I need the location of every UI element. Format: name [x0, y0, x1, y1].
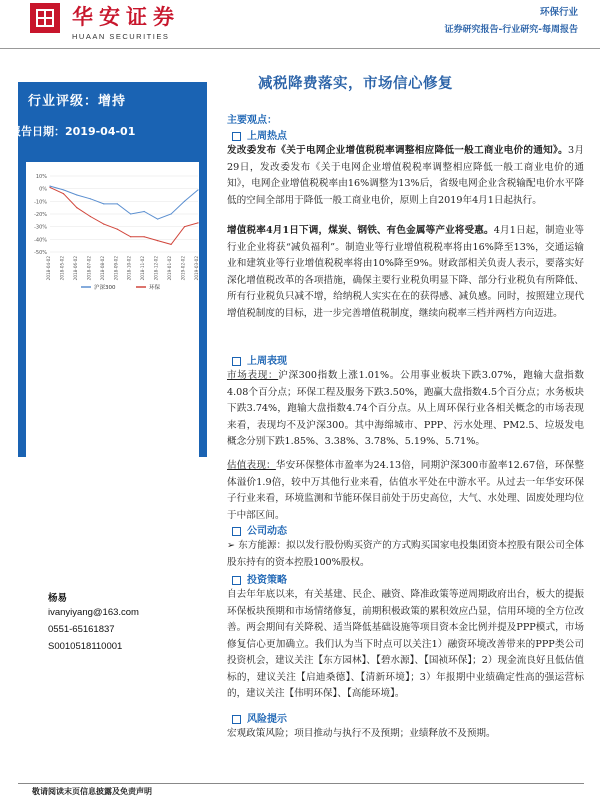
series-line-环保 [50, 187, 198, 244]
chart-lines [49, 186, 198, 245]
x-tick-label: 2019-01-02 [167, 256, 173, 281]
report-title: 减税降费落实，市场信心修复 [258, 76, 453, 92]
key-points-heading: 主要观点： [227, 115, 277, 126]
section-heading-risk: 风险提示 [232, 710, 287, 725]
x-tick-label: 2018-09-02 [113, 256, 119, 281]
x-tick-label: 2018-11-02 [140, 256, 146, 281]
data-point [76, 194, 77, 195]
performance-chart [26, 160, 204, 295]
paragraph-strategy: 自去年年底以来，有关基建、民企、融资、降准政策等逆周期政府出台，板大的提振环保板块预期和市场情绪修复，前期积极政策的累积效应凸显，信用环境的全方位改善。两会期间有关降税、适当降低基础设施等项目资本金比例并提及PPP模式，市场修复信心更加确立。我们认为当下时点可以关注1）融资环境改善带来的PPP类公司投资机会，建议关注【东方园林】、【碧水源】、【国祯环保】；2）现金流良好且低估值标的，建议关注【启迪桑德】、【清新环境】；3）年报期中业绩确定性高的强运营标的，建议关注【伟明环保】、【高能环境】。 [227, 589, 584, 699]
data-point [157, 218, 158, 219]
y-tick-label: -30% [34, 224, 47, 231]
section-heading-strategy: 投资策略 [232, 571, 287, 586]
data-point [184, 201, 185, 202]
x-tick-label: 2018-05-02 [59, 256, 65, 281]
x-tick-label: 2019-02-02 [180, 256, 186, 281]
data-point [197, 222, 198, 223]
paragraph-2: 增值税率4月1日下调，煤炭、钢铁、有色金属等产业将受惠。4月1日起，制造业等行业企业将获“减负福利”。制造业等行业增值税税率将由16%降至13%，交通运输业和建筑业等行业增值税税率将由10%降至9%。财政部相关负责人表示，要落实好深化增值税改革的各项措施，确保主要行业税负明显下降、部分行业税负有所降低、所有行业税负只减不增，给纳税人实实在在的获得感、减负感。同时，按照建立现代增值税制度的目标，进一步完善增值税制度，继续向税率三档并两档方向迈进。 [227, 225, 584, 319]
report-date: 报告日期：2019-04-01 [10, 125, 136, 138]
x-tick-label: 2018-12-02 [153, 256, 159, 281]
y-tick-label: 10% [35, 174, 47, 180]
paragraph-risk: 宏观政策风险；项目推动与执行不及预期；业绩释放不及预期。 [227, 728, 496, 739]
data-point [157, 240, 158, 241]
chart-legend [81, 283, 161, 291]
x-tick-label: 2018-07-02 [86, 256, 92, 281]
analyst-phone: 0551-65161837 [48, 624, 115, 635]
y-tick-label: -10% [34, 199, 47, 206]
y-tick-label: -40% [34, 237, 47, 244]
x-axis [46, 256, 199, 281]
analyst-cert: S0010518110001 [48, 641, 123, 652]
y-axis [34, 174, 198, 256]
data-point [103, 203, 104, 204]
header-sector: 环保行业 [539, 7, 578, 18]
brand-logo [30, 3, 60, 33]
data-point [197, 189, 198, 190]
brand-name-en: HUAAN SECURITIES [72, 32, 170, 41]
footer-divider [18, 783, 584, 784]
data-point [63, 193, 64, 194]
x-tick-label: 2018-08-02 [99, 256, 105, 281]
industry-rating: 行业评级：增持 [28, 94, 127, 109]
data-point [117, 203, 118, 204]
x-tick-label: 2019-03-02 [194, 256, 199, 281]
data-point [184, 226, 185, 227]
paragraph-company: ➢ 东方能源：拟以发行股份购买资产的方式购买国家电投集团资本控股有限公司全体股东持有的资本控股100%股权。 [227, 540, 584, 568]
legend-label: 环保 [149, 285, 161, 291]
data-point [144, 211, 145, 212]
footer-disclaimer[interactable]: 敬请阅读末页信息披露及免责声明 [32, 787, 152, 796]
data-point [49, 187, 50, 188]
data-point [144, 236, 145, 237]
y-tick-label: -20% [34, 212, 47, 218]
data-point [49, 186, 50, 187]
x-tick-label: 2018-06-02 [72, 256, 78, 281]
analyst-email[interactable]: ivanyiyang@163.com [48, 607, 139, 618]
data-point [103, 224, 104, 225]
data-point [117, 229, 118, 230]
x-tick-label: 2018-04-02 [46, 256, 51, 281]
data-point [170, 244, 171, 245]
paragraph-1: 发改委发布《关于电网企业增值税税率调整相应降低一般工商业电价的通知》。3月29日，发改委发布《关于电网企业增值税税率调整相应降低一般工商业电价的通知》，电网企业增值税税率由16%调整为13%后，省级电网企业含税输配电价水平降低的空间全部用于降低一般工商业电价，原则上自2019年4月1日起执行。 [227, 145, 584, 206]
data-point [90, 198, 91, 199]
header-divider [0, 48, 600, 49]
data-point [63, 189, 64, 190]
data-point [130, 236, 131, 237]
analyst-label: 杨易 [48, 593, 68, 604]
paragraph-market: 市场表现：沪深300指数上涨1.01%。公用事业板块下跌3.07%，跑输大盘指数4.08个百分点；环保工程及服务下跌3.50%，跑赢大盘指数4.5个百分点；水务板块下跌3.74%，跑输大盘指数4.74个百分点。从上周环保行业各相关概念的市场表现来看，表现均不及沪深300。其中海绵城市、PPP、污水处理、PM2.5、垃圾发电概念分别下跌1.85%、3.38%、3.78%、5.19%、5.71%。 [227, 370, 585, 447]
data-point [76, 207, 77, 208]
section-heading-hotspots: 上周热点 [232, 127, 287, 142]
x-tick-label: 2018-10-02 [126, 256, 132, 281]
legend-label: 沪深300 [94, 285, 116, 291]
y-tick-label: 0% [39, 186, 47, 193]
data-point [170, 213, 171, 214]
y-tick-label: -50% [34, 250, 47, 256]
data-point [90, 216, 91, 217]
section-heading-company: 公司动态 [232, 522, 287, 537]
data-point [130, 213, 131, 214]
section-heading-performance: 上周表现 [232, 352, 287, 367]
brand-name-cn: 华安证券 [72, 4, 180, 29]
header-report-type: 证券研究报告-行业研究-每周报告 [444, 25, 578, 35]
paragraph-valuation: 估值表现：华安环保整体市盈率为24.13倍，同期沪深300市盈率12.67倍，环保整体溢价1.9倍，较中万其他行业来看，估值水平处在中游水平。从过去一年华安环保子行业来看，环境监测和节能环保目前处于历史高位，大气、水处理、固废处理均位于中部区间。 [227, 460, 585, 521]
